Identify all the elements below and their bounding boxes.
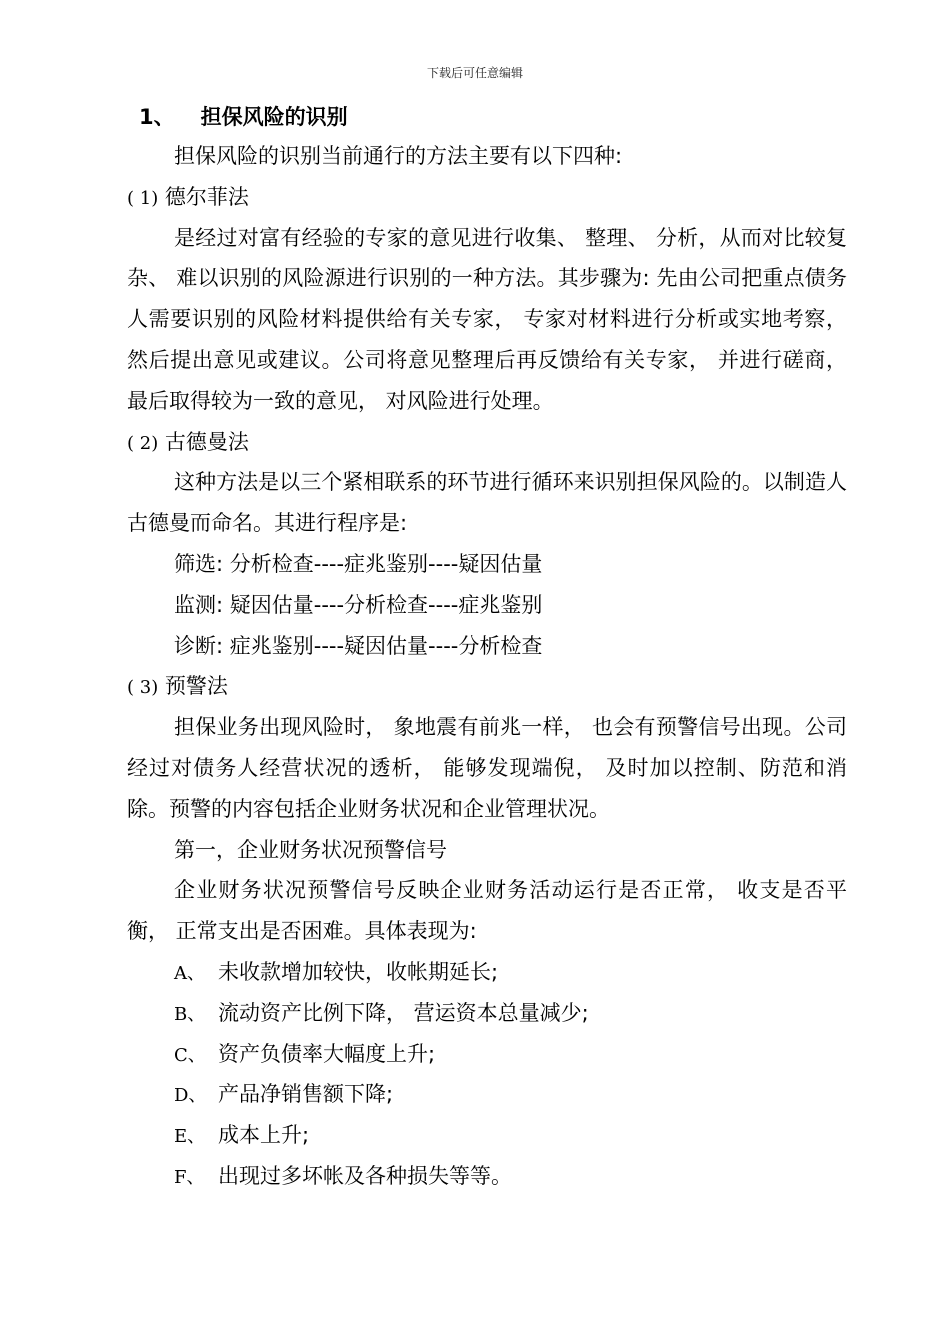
list-item-label: D、 [174, 1085, 207, 1107]
list-item-text: 资产负债率大幅度上升; [218, 1041, 436, 1066]
method1-label: ( 1) [127, 187, 159, 209]
list-item-text: 出现过多坏帐及各种损失等等。 [218, 1163, 512, 1188]
method2-paragraph: 这种方法是以三个紧相联系的环节进行循环来识别担保风险的。以制造人古德曼而命名。其进行程序是: [127, 470, 847, 536]
method2-label: ( 2) [127, 432, 159, 454]
method3-label: ( 3) [127, 677, 159, 699]
list-item [127, 952, 847, 993]
method3-title: 预警法 [164, 674, 228, 699]
intro-line: 担保风险的识别当前通行的方法主要有以下四种: [174, 144, 623, 168]
list-item-label: B、 [174, 1003, 206, 1025]
method3-heading [127, 666, 847, 707]
list-item [127, 993, 847, 1034]
method2-heading [127, 422, 847, 463]
section-title: 担保风险的识别 [200, 105, 348, 129]
method1-heading [127, 177, 847, 218]
method1-paragraph: 是经过对富有经验的专家的意见进行收集、 整理、 分析，从而对比较复杂、 难以识别的风险源进行识别的一种方法。其步骤为: 先由公司把重点债务人需要识别的风险材料提供给有关专家， 专家对材料进行分析或实地考察，然后提出意见或建议。公司将意见整理后再反馈给有关专家， 并进行磋商， 最后取得较为一致的意见， 对风险进行处理。 [127, 225, 847, 413]
method2-step: 诊断: 症兆鉴别----疑因估量----分析检查 [174, 633, 543, 658]
page-header: 下载后可任意编辑 [426, 66, 523, 80]
list-item-label: A、 [174, 962, 205, 984]
financial-signal-title: 第一，企业财务状况预警信号 [174, 837, 447, 862]
method3-paragraph: 担保业务出现风险时， 象地震有前兆一样， 也会有预警信号出现。公司经过对债务人经营状况的透析， 能够发现端倪， 及时加以控制、防范和消除。预警的内容包括企业财务状况和企业管理状况。 [127, 715, 847, 821]
list-item-text: 产品净销售额下降; [218, 1082, 394, 1107]
list-item [127, 1156, 847, 1197]
financial-signal-paragraph: 企业财务状况预警信号反映企业财务活动运行是否正常， 收支是否平衡， 正常支出是否困难。具体表现为: [127, 878, 847, 944]
list-item-text: 流动资产比例下降， 营运资本总量减少; [218, 1000, 589, 1025]
list-item-label: F、 [174, 1166, 205, 1188]
list-item [127, 1115, 847, 1156]
list-item-text: 未收款增加较快，收帐期延长; [218, 959, 499, 984]
section-number: 1、 [139, 105, 175, 129]
section-heading [139, 98, 847, 136]
method2-title: 古德曼法 [164, 429, 249, 454]
method2-step: 监测: 疑因估量----分析检查----症兆鉴别 [174, 592, 543, 617]
list-item-label: E、 [174, 1126, 206, 1148]
method1-title: 德尔菲法 [164, 184, 249, 209]
method2-step: 筛选: 分析检查----症兆鉴别----疑因估量 [174, 551, 543, 576]
list-item-label: C、 [174, 1044, 206, 1066]
list-item-text: 成本上升; [218, 1123, 310, 1148]
document-body [127, 98, 847, 1197]
list-item [127, 1034, 847, 1075]
list-item [127, 1074, 847, 1115]
